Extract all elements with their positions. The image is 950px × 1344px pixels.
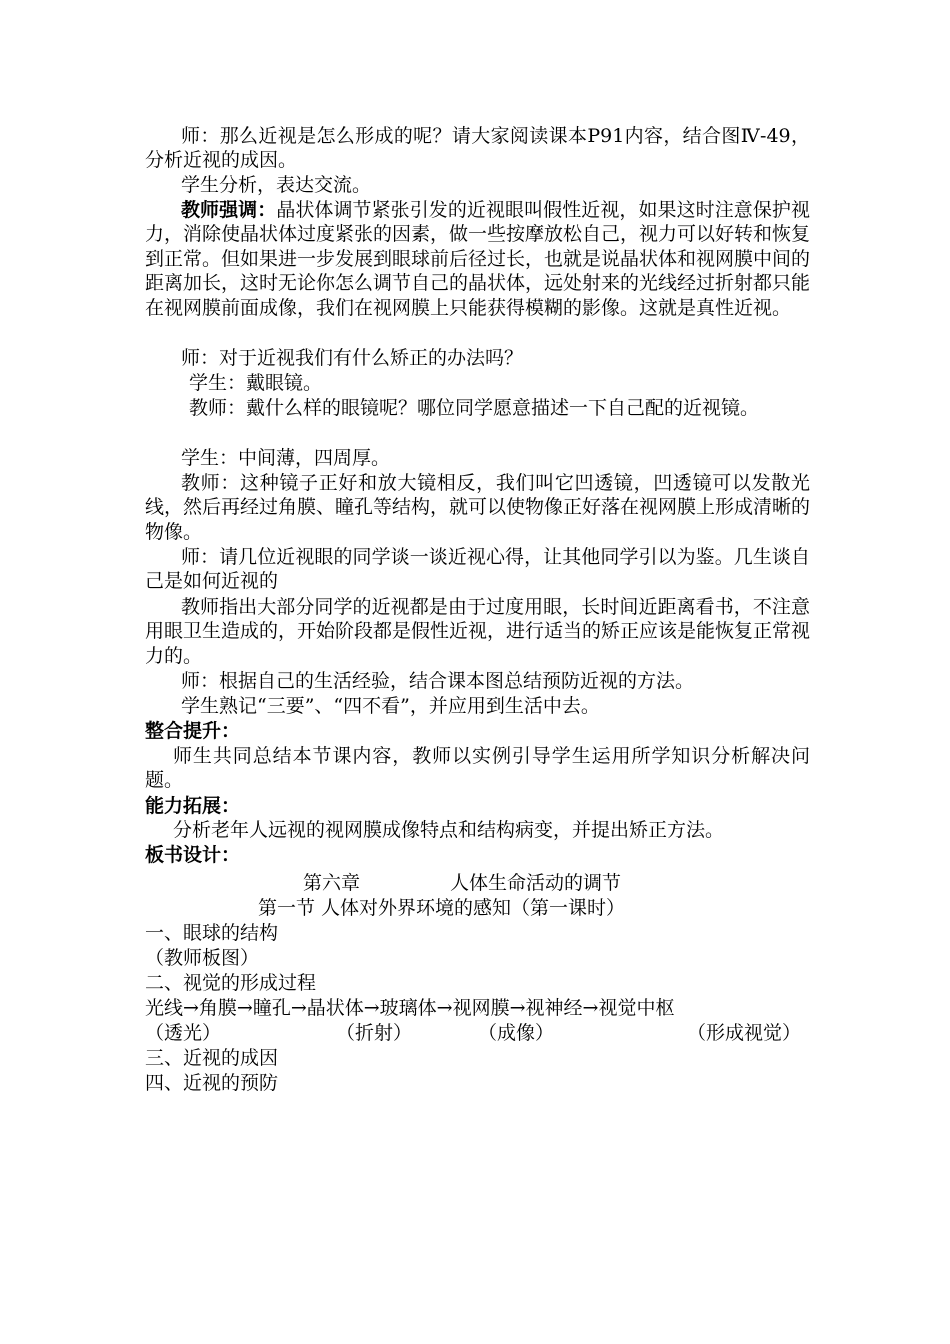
board-pathway: 光线→角膜→瞳孔→晶状体→玻璃体→视网膜→视神经→视觉中枢 (145, 997, 675, 1019)
paragraph-teacher-question: 师：那么近视是怎么形成的呢？请大家阅读课本P91内容，结合图Ⅳ-49，分析近视的成因。 (145, 125, 810, 172)
paragraph-experience: 师：请几位近视眼的同学谈一谈近视心得，让其他同学引以为鉴。几生谈自己是如何近视的 (145, 546, 810, 593)
paragraph-student-glasses: 学生：戴眼镜。 (189, 372, 323, 394)
emphasis-text: 晶状体调节紧张引发的近视眼叫假性近视，如果这时注意保护视力，消除使晶状体过度紧张的因素，做一些按摩放松自己，视力可以好转和恢复到正常。但如果进一步发展到眼球前后径过长，也就是说晶状体和视网膜中间的距离加长，这时无论你怎么调节自己的晶状体，远处射来的光线经过折射都只能在视网膜前面成像，我们在视网膜上只能获得模糊的影像。这就是真性近视。 (145, 199, 811, 319)
board-chapter-title: 人体生命活动的调节 (450, 872, 622, 894)
board-item-vision-process: 二、视觉的形成过程 (145, 972, 317, 994)
paragraph-teacher-glasses: 教师：戴什么样的眼镜呢？哪位同学愿意描述一下自己配的近视镜。 (189, 397, 760, 419)
board-item-teacher-drawing: （教师板图） (145, 947, 260, 969)
paragraph-student-lens: 学生：中间薄，四周厚。 (181, 447, 391, 469)
paragraph-memorize: 学生熟记“三要”、“四不看”，并应用到生活中去。 (181, 695, 600, 717)
board-heading: 板书设计： (145, 844, 241, 866)
board-item-myopia-prevention: 四、近视的预防 (145, 1072, 279, 1094)
ability-heading: 能力拓展： (145, 795, 241, 817)
paragraph-teacher-lens: 教师：这种镜子正好和放大镜相反，我们叫它凹透镜，凹透镜可以发散光线，然后再经过角膜、瞳孔等结构，就可以使物像正好落在视网膜上形成清晰的物像。 (145, 472, 811, 543)
board-note-vision: （形成视觉） (687, 1022, 802, 1044)
board-item-eye-structure: 一、眼球的结构 (145, 922, 279, 944)
board-note-transmit: （透光） (145, 1022, 222, 1044)
board-note-image: （成像） (478, 1022, 555, 1044)
paragraph-teacher-summary: 教师指出大部分同学的近视都是由于过度用眼，长时间近距离看书，不注意用眼卫生造成的，开始阶段都是假性近视，进行适当的矫正应该是能恢复正常视力的。 (145, 596, 811, 667)
ability-text: 分析老年人远视的视网膜成像特点和结构病变，并提出矫正方法。 (173, 819, 725, 841)
paragraph-prevention: 师：根据自己的生活经验，结合课本图总结预防近视的方法。 (181, 670, 695, 692)
board-note-refract: （折射） (336, 1022, 413, 1044)
paragraph-student-analysis: 学生分析，表达交流。 (181, 174, 372, 196)
integration-heading: 整合提升： (145, 720, 241, 742)
board-section: 第一节 人体对外界环境的感知（第一课时） (258, 897, 626, 919)
paragraph-teacher-emphasis (145, 198, 810, 320)
emphasis-label: 教师强调： (181, 199, 277, 221)
integration-text: 师生共同总结本节课内容，教师以实例引导学生运用所学知识分析解决问题。 (145, 745, 810, 792)
board-chapter: 第六章 (303, 872, 361, 894)
paragraph-correction-question: 师：对于近视我们有什么矫正的办法吗？ (181, 347, 524, 369)
board-item-myopia-cause: 三、近视的成因 (145, 1047, 279, 1069)
